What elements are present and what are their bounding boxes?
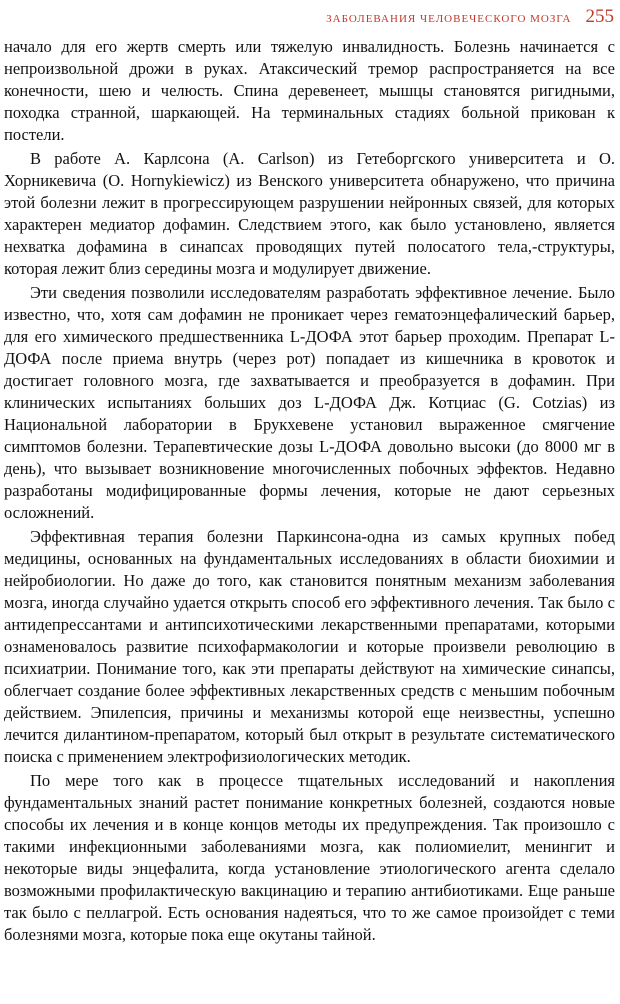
paragraph: В работе А. Карлсона (A. Carlson) из Гетеборгского университета и О. Хорникевича (O. Hornykiewicz) из Венского университета обнаружено, что причина этой болезни лежит в прогрессирующем разрушении нейронных связей, для которых характерен медиатор дофамин. Следствием этого, как было установлено, является нехватка дофамина в синапсах проводящих путей полосатого тела,-структуры, которая лежит близ середины мозга и модулирует движение.	[4, 149, 615, 278]
paragraph-continuation: начало для его жертв смерть или тяжелую инвалидность. Болезнь начинается с непроизвольной дрожи в руках. Атаксический тремор распространяется на все конечности, шею и челюсть. Спина деревенеет, мышцы становятся ригидными, походка странной, шаркающей. На терминальных стадиях больной прикован к постели.	[4, 37, 615, 144]
page-header	[0, 6, 614, 30]
paragraph: По мере того как в процессе тщательных исследований и накопления фундаментальных знаний растет понимание конкретных болезней, создаются новые способы их лечения и в конце концов методы их предупреждения. Так произошло с такими инфекционными заболеваниями мозга, как полиомиелит, менингит и некоторые виды энцефалита, когда установление этиологического агента сделало возможными профилактическую вакцинацию и терапию антибиотиками. Еще раньше так было с пеллагрой. Есть основания надеяться, что то же самое произойдет с теми болезнями мозга, которые пока еще окутаны тайной.	[4, 771, 615, 944]
body-text	[4, 36, 615, 948]
running-title: ЗАБОЛЕВАНИЯ ЧЕЛОВЕЧЕСКОГО МОЗГА	[326, 13, 572, 25]
paragraph: Эффективная терапия болезни Паркинсона-одна из самых крупных побед медицины, основанных на фундаментальных исследованиях в области биохимии и нейробиологии. Но даже до того, как становится понятным механизм заболевания мозга, иногда случайно удается открыть способ его эффективного лечения. Так было с антидепрессантами и антипсихотическими лекарственными препаратами, которыми ознаменовалось развитие психофармакологии и которые произвели революцию в психиатрии. Понимание того, как эти препараты действуют на химические синапсы, облегчает создание более эффективных лекарственных средств с меньшим побочным действием. Эпилепсия, причины и механизмы которой еще неизвестны, успешно лечится дилантином-препаратом, который был открыт в результате систематического поиска с применением электрофизиологических методик.	[4, 527, 615, 766]
paragraph: Эти сведения позволили исследователям разработать эффективное лечение. Было известно, что, хотя сам дофамин не проникает через гематоэнцефалический барьер, для его химического предшественника L-ДОФА этот барьер проходим. Препарат L-ДОФА после приема внутрь (через рот) попадает из кишечника в кровоток и достигает головного мозга, где захватывается и преобразуется в дофамин. При клинических испытаниях больших доз L-ДОФА Дж. Котциас (G. Cotzias) из Национальной лаборатории в Брукхевене установил выраженное смягчение симптомов болезни. Терапевтические дозы L-ДОФА довольно высоки (до 8000 мг в день), что вызывает возникновение многочисленных побочных эффектов. Недавно разработаны модифицированные формы лечения, которые не дают серьезных осложнений.	[4, 283, 615, 522]
page-number: 255	[585, 6, 614, 27]
